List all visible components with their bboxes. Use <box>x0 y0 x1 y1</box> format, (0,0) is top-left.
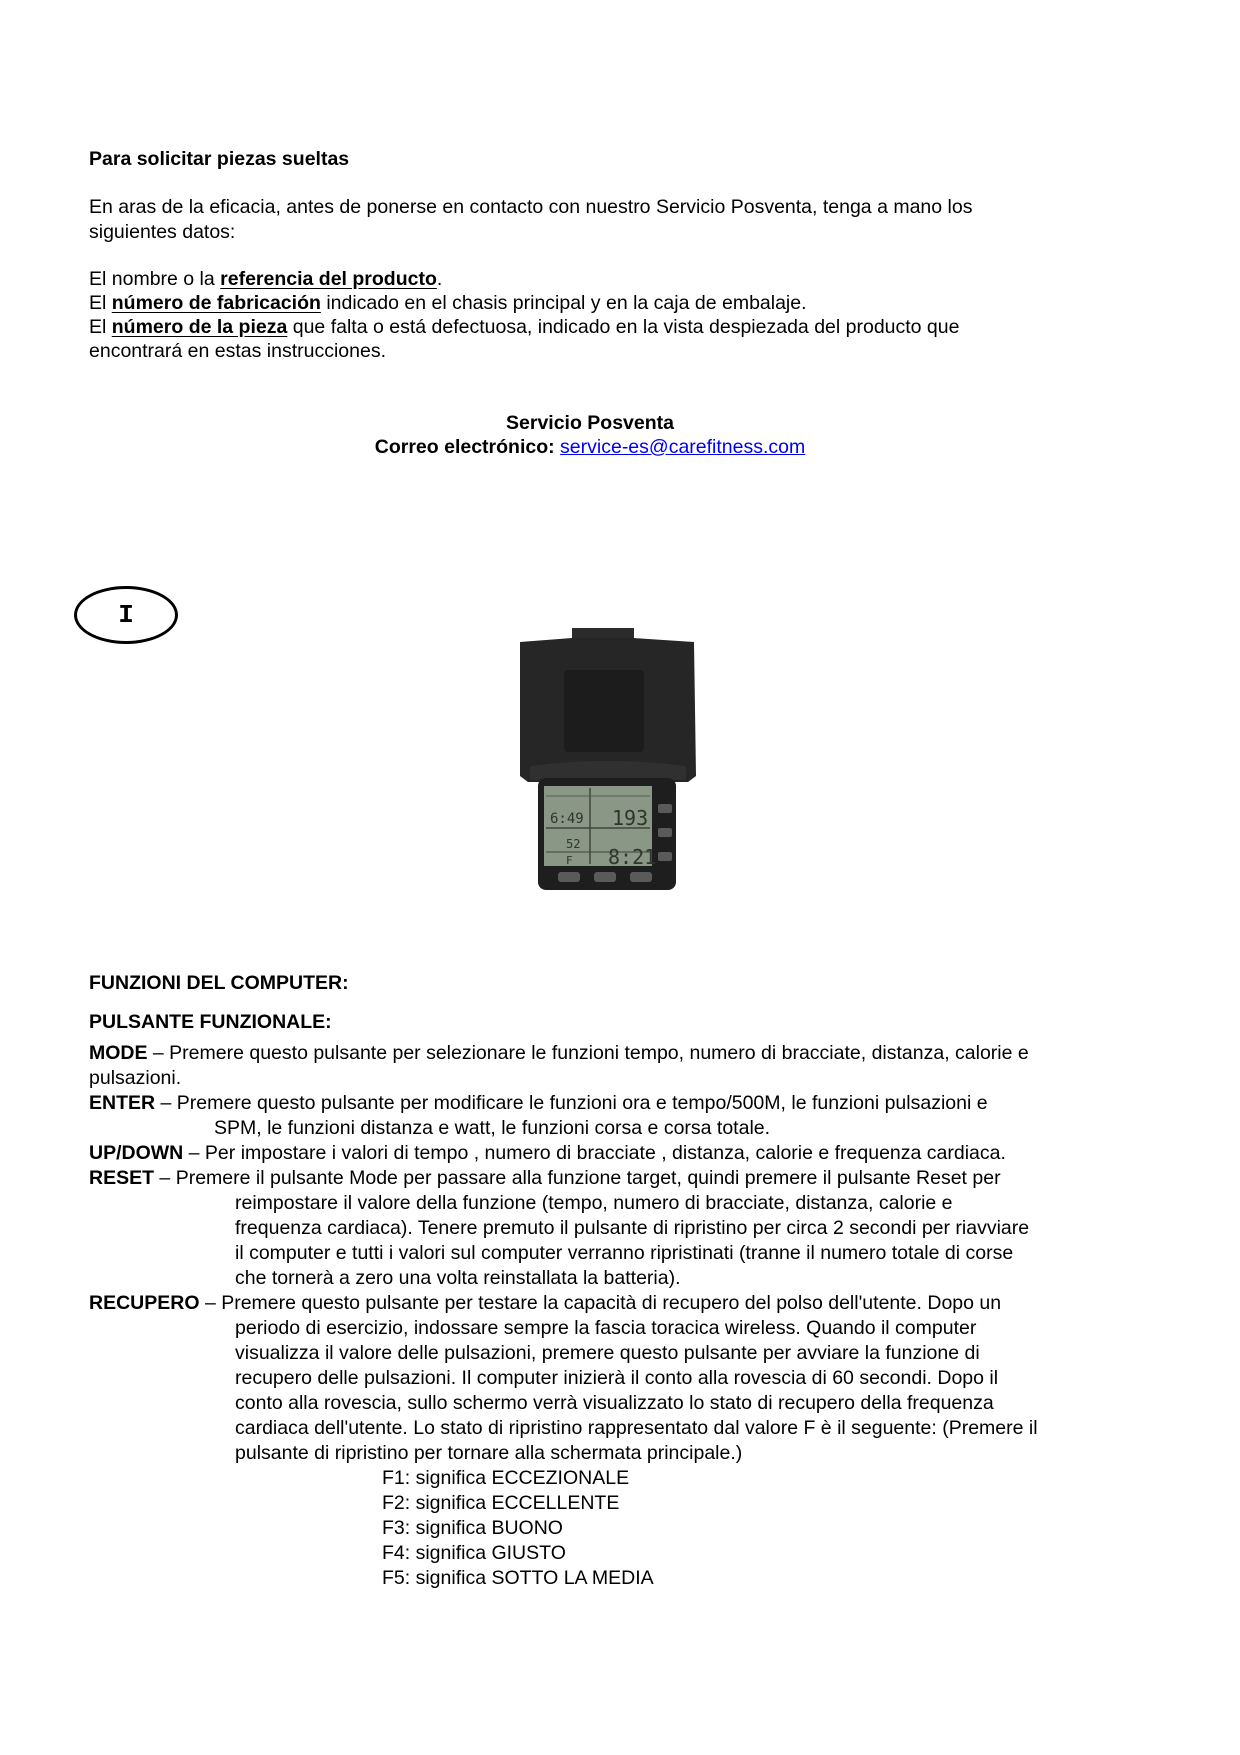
side-button <box>658 828 672 837</box>
function-text: – Per impostare i valori di tempo , numero di bracciate , distanza, calorie e frequenza cardiaca. <box>183 1142 1006 1164</box>
item-text: . <box>436 268 443 290</box>
email-label: Correo electrónico: <box>374 436 561 458</box>
recupero-description-cont: periodo di esercizio, indossare sempre la fascia toracica wireless. Quando il computer <box>235 1317 977 1339</box>
recupero-description-cont: cardiaca dell'utente. Lo stato di ripristino rappresentato dal valore F è il seguente: (Premere il <box>235 1417 1038 1439</box>
language-badge: I <box>74 586 178 644</box>
rowing-computer-console-icon <box>520 628 700 900</box>
required-item-serial <box>89 291 807 316</box>
function-text: – Premere questo pulsante per testare la capacità di recupero del polso dell'utente. Dopo un <box>199 1292 1002 1314</box>
reset-description-cont: il computer e tutti i valori sul computer verranno ripristinati (tranne il numero totale di corse <box>235 1242 1014 1264</box>
reset-description-cont: frequenza cardiaca). Tenere premuto il pulsante di ripristino per circa 2 secondi per riavviare <box>235 1217 1030 1239</box>
function-text: – Premere il pulsante Mode per passare alla funzione target, quindi premere il pulsante Reset per <box>154 1167 1001 1189</box>
holder-lip <box>530 761 686 780</box>
service-email-line <box>0 435 1180 460</box>
f-level-item: F4: significa GIUSTO <box>382 1542 566 1564</box>
function-label: MODE <box>89 1042 148 1064</box>
item-emphasis: número de fabricación <box>111 292 321 314</box>
email-link[interactable]: service-es@carefitness.com <box>560 436 806 458</box>
mode-description-cont: pulsazioni. <box>89 1067 182 1089</box>
required-item-part-number-cont: encontrará en estas instrucciones. <box>89 340 386 362</box>
recupero-description-cont: recupero delle pulsazioni. Il computer inizierà il conto alla rovescia di 60 secondi. Dopo il <box>235 1367 999 1389</box>
updown-description <box>89 1141 1006 1166</box>
holder-pad <box>564 670 644 752</box>
required-item-part-number <box>89 315 959 340</box>
recupero-description-cont: visualizza il valore delle pulsazioni, premere questo pulsante per avviare la funzione di <box>235 1342 980 1364</box>
required-item-reference <box>89 267 442 292</box>
item-text: El nombre o la <box>89 268 221 290</box>
spare-parts-heading: Para solicitar piezas sueltas <box>89 148 350 170</box>
reset-description <box>89 1166 1001 1191</box>
function-label: RESET <box>89 1167 155 1189</box>
enter-description-cont: SPM, le funzioni distanza e watt, le funzioni corsa e corsa totale. <box>214 1117 771 1139</box>
lcd-value: 52 <box>566 837 581 851</box>
item-text: indicado en el chasis principal y en la caja de embalaje. <box>320 292 807 314</box>
lcd-value: 8:21 <box>608 845 657 869</box>
function-label: ENTER <box>89 1092 156 1114</box>
bottom-button <box>558 872 580 882</box>
mode-description <box>89 1041 1029 1066</box>
lcd-value: F <box>566 854 573 867</box>
lcd-value: 6:49 <box>550 811 584 827</box>
functions-subheading: PULSANTE FUNZIONALE: <box>89 1011 332 1033</box>
bottom-button <box>594 872 616 882</box>
service-title: Servicio Posventa <box>506 412 674 434</box>
item-text: que falta o está defectuosa, indicado en la vista despiezada del producto que <box>287 316 960 338</box>
f-level-item: F3: significa BUONO <box>382 1517 563 1539</box>
item-text: El <box>89 292 112 314</box>
f-level-item: F5: significa SOTTO LA MEDIA <box>382 1567 654 1589</box>
f-level-item: F1: significa ECCEZIONALE <box>382 1467 630 1489</box>
function-text: – Premere questo pulsante per modificare le funzioni ora e tempo/500M, le funzioni pulsazioni e <box>155 1092 988 1114</box>
bottom-button <box>630 872 652 882</box>
f-level-item: F2: significa ECCELLENTE <box>382 1492 620 1514</box>
function-label: RECUPERO <box>89 1292 200 1314</box>
lcd-value: 193 <box>612 806 649 830</box>
recupero-description-cont: conto alla rovescia, sullo schermo verrà visualizzato lo stato di recupero della frequenza <box>235 1392 994 1414</box>
recupero-description <box>89 1291 1001 1316</box>
function-text: – Premere questo pulsante per selezionare le funzioni tempo, numero di bracciate, distanza, calorie e <box>147 1042 1029 1064</box>
item-text: El <box>89 316 112 338</box>
reset-description-cont: che tornerà a zero una volta reinstallata la batteria). <box>235 1267 681 1289</box>
side-button <box>658 852 672 861</box>
function-label: UP/DOWN <box>89 1142 184 1164</box>
functions-heading: FUNZIONI DEL COMPUTER: <box>89 972 349 994</box>
item-emphasis: referencia del producto <box>220 268 437 290</box>
side-button <box>658 804 672 813</box>
console-image <box>520 628 700 900</box>
recupero-description-cont: pulsante di ripristino per tornare alla schermata principale.) <box>235 1442 743 1464</box>
intro-line-2: siguientes datos: <box>89 221 236 243</box>
reset-description-cont: reimpostare il valore della funzione (tempo, numero di bracciate, distanza, calorie e <box>235 1192 953 1214</box>
intro-line-1: En aras de la eficacia, antes de ponerse en contacto con nuestro Servicio Posventa, tenga a mano los <box>89 196 973 218</box>
item-emphasis: número de la pieza <box>111 316 288 338</box>
enter-description <box>89 1091 988 1116</box>
